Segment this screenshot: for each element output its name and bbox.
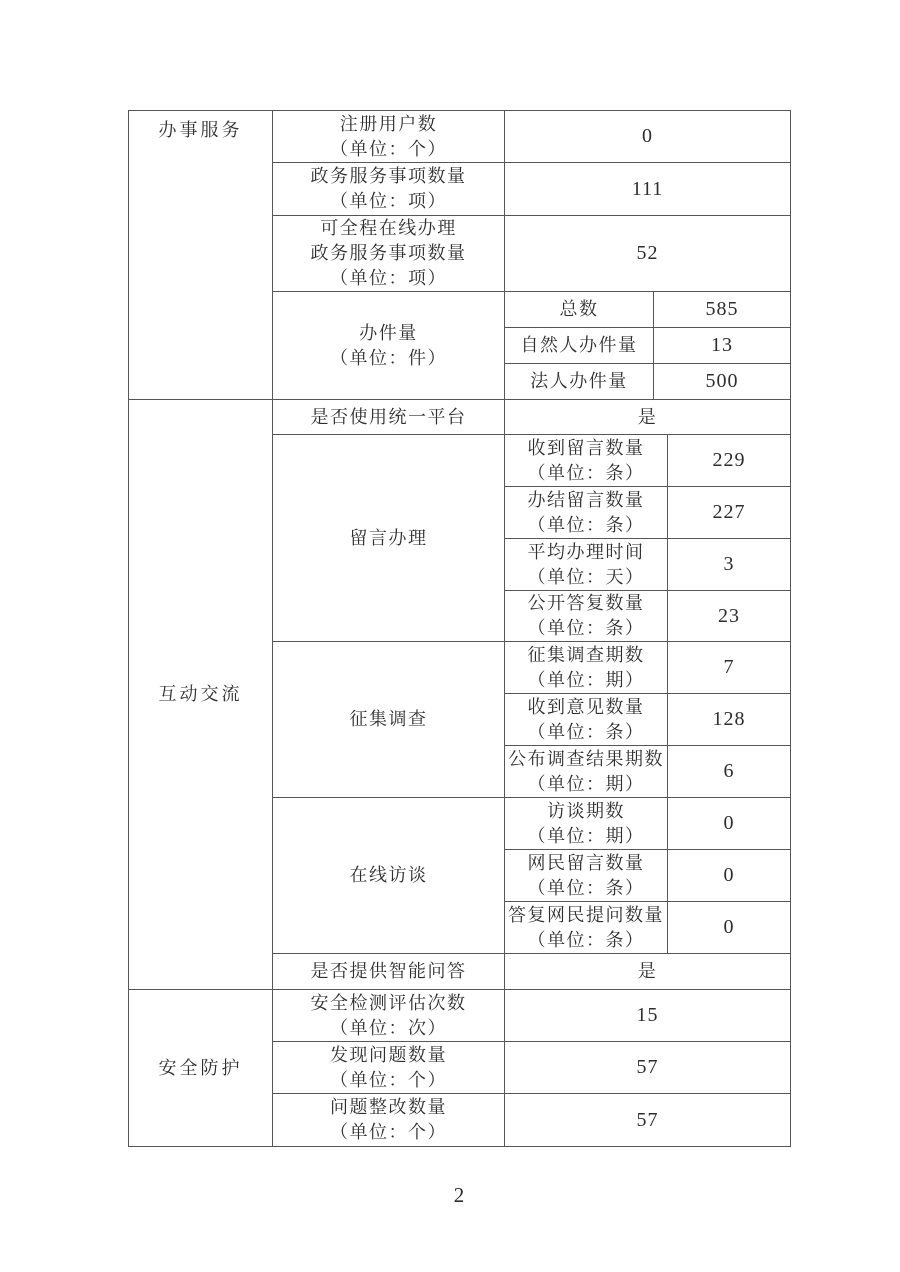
unit-line: （单位：期） <box>527 825 645 846</box>
messages-received-value: 229 <box>668 435 791 487</box>
label-line: 办结留言数量 <box>527 489 645 510</box>
survey-results-value: 6 <box>668 746 791 798</box>
netizen-replies-value: 0 <box>668 902 791 954</box>
survey-results-label <box>505 746 668 798</box>
cases-legal-label: 法人办件量 <box>505 364 654 400</box>
service-items-label <box>273 163 505 216</box>
survey-opinions-value: 128 <box>668 694 791 746</box>
messages-received-label <box>505 435 668 487</box>
cases-total-value: 585 <box>654 292 791 328</box>
label-line: 收到意见数量 <box>527 696 645 717</box>
label-line: 平均办理时间 <box>527 541 645 562</box>
avg-handle-time-label <box>505 539 668 591</box>
label-line: 政务服务事项数量 <box>310 243 467 263</box>
public-replies-label <box>505 591 668 642</box>
unit-line: （单位：条） <box>527 877 645 898</box>
cases-natural-label: 自然人办件量 <box>505 328 654 364</box>
unit-line: （单位：个） <box>330 1069 447 1090</box>
cases-natural-value: 13 <box>654 328 791 364</box>
online-items-label <box>273 216 505 292</box>
unit-line: （单位：条） <box>527 929 645 950</box>
problems-found-value: 57 <box>505 1042 791 1094</box>
label-line: 发现问题数量 <box>330 1044 447 1065</box>
page-number: 2 <box>453 1183 465 1207</box>
unit-line: （单位：条） <box>527 721 645 742</box>
problems-fixed-label <box>273 1094 505 1147</box>
group-label-security: 安全防护 <box>129 990 273 1147</box>
unit-line: （单位：天） <box>527 566 645 587</box>
messages-completed-value: 227 <box>668 487 791 539</box>
security-checks-label <box>273 990 505 1042</box>
group-label-interaction: 互动交流 <box>129 400 273 990</box>
smart-qa-label: 是否提供智能问答 <box>273 954 505 990</box>
netizen-replies-label <box>505 902 668 954</box>
label-line: 安全检测评估次数 <box>310 992 467 1013</box>
table-row <box>129 111 791 163</box>
unit-line: （单位：条） <box>527 514 645 535</box>
interviews-label: 在线访谈 <box>273 798 505 954</box>
label-line: 征集调查期数 <box>527 644 645 665</box>
unit-line: （单位：条） <box>527 462 645 483</box>
label-line: 收到留言数量 <box>527 437 645 458</box>
security-checks-value: 15 <box>505 990 791 1042</box>
unit-line: （单位：期） <box>527 669 645 690</box>
service-items-value: 111 <box>505 163 791 216</box>
group-label-office-services: 办事服务 <box>129 111 273 400</box>
cases-label <box>273 292 505 400</box>
survey-opinions-label <box>505 694 668 746</box>
label-line: 访谈期数 <box>547 800 625 821</box>
unit-line: （单位：次） <box>330 1017 447 1038</box>
unified-platform-label: 是否使用统一平台 <box>273 400 505 435</box>
unit-line: （单位：项） <box>330 268 447 288</box>
unit-line: （单位：件） <box>330 347 447 368</box>
unit-line: （单位：期） <box>527 773 645 794</box>
survey-periods-value: 7 <box>668 642 791 694</box>
unit-line: （单位：项） <box>330 191 447 211</box>
cases-total-label: 总数 <box>505 292 654 328</box>
label-line: 办件量 <box>359 322 418 343</box>
cases-legal-value: 500 <box>654 364 791 400</box>
smart-qa-value: 是 <box>505 954 791 990</box>
netizen-messages-label <box>505 850 668 902</box>
label-line: 公布调查结果期数 <box>508 748 664 769</box>
interview-periods-value: 0 <box>668 798 791 850</box>
table-row <box>129 990 791 1042</box>
surveys-label: 征集调查 <box>273 642 505 798</box>
unit-line: （单位：条） <box>527 618 645 638</box>
avg-handle-time-value: 3 <box>668 539 791 591</box>
label-line: 可全程在线办理 <box>320 218 457 238</box>
label-line: 公开答复数量 <box>527 593 645 613</box>
message-handling-label: 留言办理 <box>273 435 505 642</box>
label-line: 问题整改数量 <box>330 1097 447 1117</box>
table-row <box>129 400 791 435</box>
unit-line: （单位：个） <box>330 138 447 159</box>
registered-users-label <box>273 111 505 163</box>
annual-report-table <box>128 110 791 1147</box>
label-line: 答复网民提问数量 <box>508 904 664 925</box>
survey-periods-label <box>505 642 668 694</box>
unit-line: （单位：个） <box>330 1122 447 1142</box>
problems-fixed-value: 57 <box>505 1094 791 1147</box>
interview-periods-label <box>505 798 668 850</box>
public-replies-value: 23 <box>668 591 791 642</box>
problems-found-label <box>273 1042 505 1094</box>
label-line: 政务服务事项数量 <box>310 166 467 186</box>
messages-completed-label <box>505 487 668 539</box>
label-line: 注册用户数 <box>339 113 438 134</box>
online-items-value: 52 <box>505 216 791 292</box>
registered-users-value: 0 <box>505 111 791 163</box>
netizen-messages-value: 0 <box>668 850 791 902</box>
label-line: 网民留言数量 <box>527 852 645 873</box>
unified-platform-value: 是 <box>505 400 791 435</box>
